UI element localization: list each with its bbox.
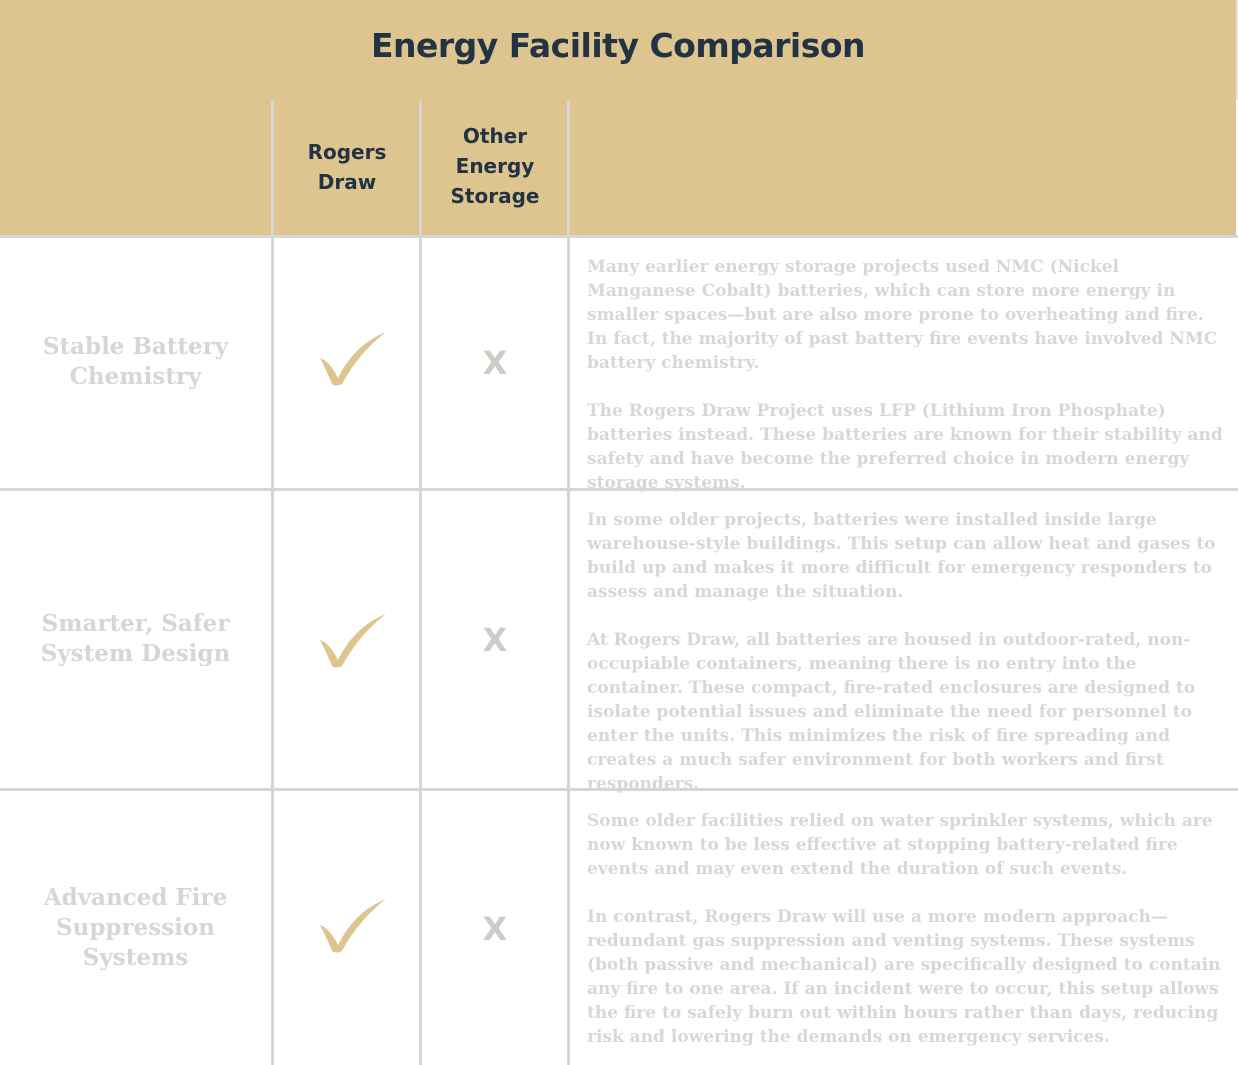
row-label-line: Systems	[82, 944, 189, 971]
row-label-smarter-safer-system-design	[0, 609, 271, 669]
row-label-line: Suppression	[56, 914, 215, 941]
check-icon	[312, 895, 392, 955]
x-mark: X	[482, 344, 508, 382]
column-header-line: Rogers	[307, 140, 387, 164]
row-description	[587, 809, 1227, 1049]
description-paragraph: In some older projects, batteries were installed inside large warehouse-style buildings. This setup can allow heat and gases to build up and makes it more difficult for emergency responders to assess and manage the situation.	[587, 510, 1216, 602]
column-divider	[419, 100, 422, 1065]
column-divider	[567, 100, 570, 1065]
row-label-line: System Design	[40, 640, 231, 667]
row-description	[587, 508, 1227, 796]
column-header-rogers-draw	[274, 137, 420, 197]
x-mark: X	[482, 910, 508, 948]
column-divider	[271, 100, 274, 1065]
description-paragraph: In contrast, Rogers Draw will use a more modern approach—redundant gas suppression and venting systems. These systems (both passive and mechanical) are specifically designed to contain any fire to one area. If an incident were to occur, this setup allows the fire to safely burn out within hours rather than days, reducing risk and lowering the demands on emergency services.	[587, 907, 1221, 1047]
row-divider	[0, 235, 1238, 238]
description-paragraph: At Rogers Draw, all batteries are housed in outdoor-rated, non-occupiable containers, meaning there is no entry into the container. These compact, fire-rated enclosures are designed to isolate potential issues and eliminate the need for personnel to enter the units. This minimizes the risk of fire spreading and creates a much safer environment for both workers and first responders.	[587, 630, 1196, 794]
row-label-line: Advanced Fire	[43, 884, 228, 911]
column-header-other-storage	[422, 121, 568, 211]
row-label-line: Chemistry	[69, 363, 202, 390]
column-header-line: Other	[462, 124, 528, 148]
check-icon	[312, 328, 392, 388]
row-label-advanced-fire-suppression-systems	[0, 883, 271, 973]
column-header-line: Draw	[317, 170, 377, 194]
column-header-line: Energy	[455, 154, 535, 178]
check-icon	[312, 610, 392, 670]
description-paragraph: Some older facilities relied on water sprinkler systems, which are now known to be less effective at stopping battery-related fire events and may even extend the duration of such events.	[587, 811, 1213, 879]
x-mark: X	[482, 621, 508, 659]
row-label-line: Stable Battery	[42, 333, 229, 360]
page-title: Energy Facility Comparison	[370, 26, 866, 65]
row-description	[587, 255, 1227, 495]
description-paragraph: The Rogers Draw Project uses LFP (Lithium Iron Phosphate) batteries instead. These batteries are known for their stability and safety and have become the preferred choice in modern energy storage systems.	[587, 401, 1223, 493]
row-label-line: Smarter, Safer	[41, 610, 230, 637]
column-header-line: Storage	[450, 184, 540, 208]
row-label-stable-battery-chemistry	[0, 332, 271, 392]
description-paragraph: Many earlier energy storage projects used NMC (Nickel Manganese Cobalt) batteries, which can store more energy in smaller spaces—but are also more prone to overheating and fire. In fact, the majority of past battery fire events have involved NMC battery chemistry.	[587, 257, 1218, 373]
